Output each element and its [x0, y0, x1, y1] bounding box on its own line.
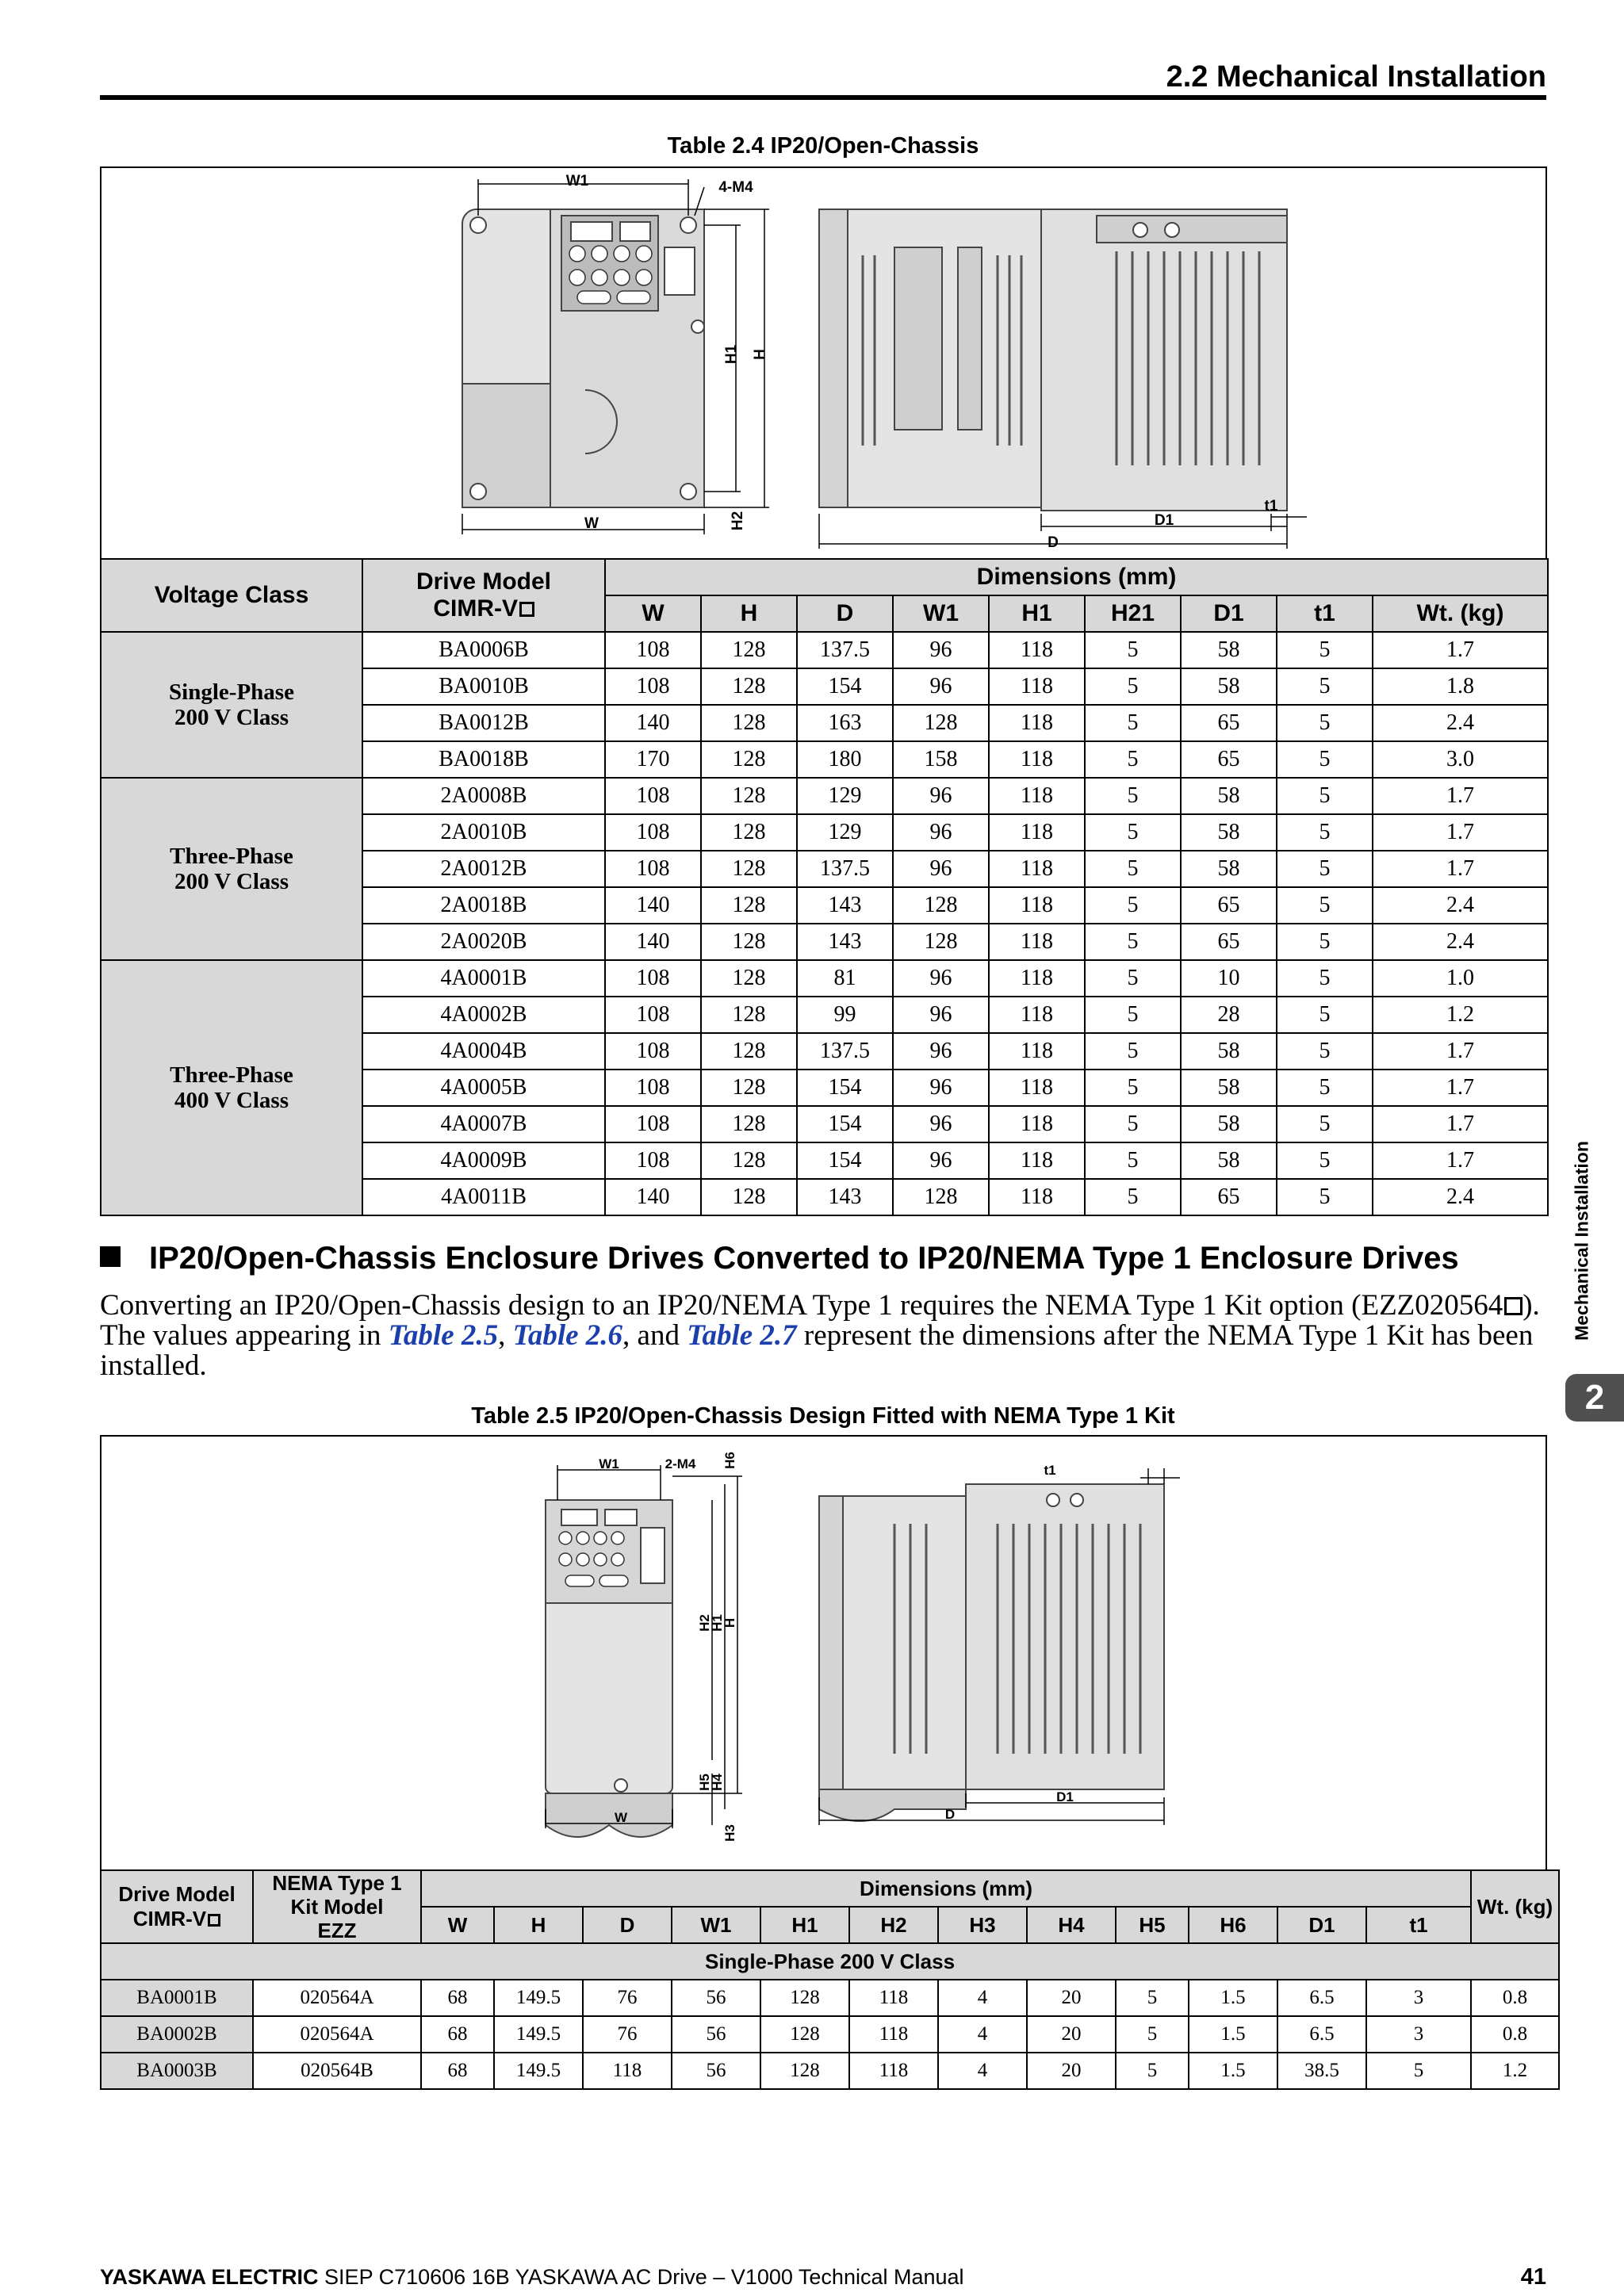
table-row	[101, 2053, 1559, 2089]
dimension-cell: 5	[1277, 997, 1373, 1033]
dimension-cell: 140	[605, 924, 701, 960]
nema-label-2-m4: 2-M4	[665, 1456, 696, 1471]
dimension-cell: 180	[797, 741, 893, 778]
dimension-cell: 96	[893, 851, 989, 887]
col-header: H1	[989, 595, 1085, 632]
dimension-cell: 5	[1277, 705, 1373, 741]
dimension-cell: 5	[1116, 1980, 1189, 2016]
nema-label-h2: H2	[697, 1614, 712, 1632]
dimension-cell: 96	[893, 668, 989, 705]
dimension-cell: 128	[701, 924, 797, 960]
dimension-cell: 108	[605, 1106, 701, 1142]
dimension-cell: 128	[701, 960, 797, 997]
dimension-cell: 128	[701, 705, 797, 741]
dimension-cell: 5	[1277, 1033, 1373, 1070]
dimension-cell: 143	[797, 924, 893, 960]
header-drive-model	[362, 559, 605, 632]
label-h: H	[752, 349, 768, 360]
nema-label-h5: H5	[697, 1774, 712, 1791]
nema-col-header: H3	[938, 1907, 1027, 1943]
nema-col-header: D1	[1277, 1907, 1366, 1943]
nema-label-d: D	[944, 1807, 956, 1822]
table-2-4-caption: Table 2.4 IP20/Open-Chassis	[667, 133, 979, 159]
dimension-cell: 3	[1366, 2016, 1471, 2053]
nema-label-w: W	[614, 1810, 628, 1825]
dimension-cell: 140	[605, 887, 701, 924]
label-4-m4: 4-M4	[718, 179, 753, 196]
nema-header-kit-model: NEMA Type 1 Kit Model EZZ	[253, 1870, 421, 1943]
group-row	[101, 1943, 1559, 1980]
dimension-cell: 1.2	[1471, 2053, 1559, 2089]
drive-model-cell: 2A0018B	[362, 887, 605, 924]
dimension-cell: 137.5	[797, 632, 893, 668]
dimension-cell: 1.5	[1189, 2053, 1277, 2089]
dimension-cell: 137.5	[797, 851, 893, 887]
dimension-cell: 0.8	[1471, 2016, 1559, 2053]
drive-model-cell: 2A0020B	[362, 924, 605, 960]
dimension-cell: 128	[893, 924, 989, 960]
col-header: t1	[1277, 595, 1373, 632]
dimension-cell: 65	[1181, 705, 1277, 741]
side-chapter-label: Mechanical Installation	[1571, 1141, 1592, 1341]
nema-col-header: W1	[672, 1907, 760, 1943]
section-heading: IP20/Open-Chassis Enclosure Drives Converted to IP20/NEMA Type 1 Enclosure Drives	[100, 1238, 1459, 1278]
dimension-cell: 118	[989, 1070, 1085, 1106]
nema-col-header: H2	[849, 1907, 938, 1943]
intro-paragraph: Converting an IP20/Open-Chassis design to an IP20/NEMA Type 1 requires the NEMA Type 1 Kit option (EZZ020564 ). The values appearing in Table 2.5, Table 2.6, and Table 2.7 represent the dimensions after the NEMA Type 1 Kit has been installed.	[100, 1289, 1540, 1382]
dimension-cell: 5	[1085, 1070, 1181, 1106]
table-row	[101, 778, 1548, 814]
dimension-cell: 118	[989, 668, 1085, 705]
dimension-cell: 2.4	[1373, 924, 1548, 960]
dimension-cell: 1.5	[1189, 2016, 1277, 2053]
drive-model-cell: 4A0001B	[362, 960, 605, 997]
dimension-cell: 5	[1085, 705, 1181, 741]
label-t1: t1	[1264, 498, 1278, 515]
dimension-cell: 6.5	[1277, 1980, 1366, 2016]
dimension-cell: 20	[1027, 1980, 1116, 2016]
nema-col-header: H	[494, 1907, 583, 1943]
voltage-class-cell: Three-Phase 400 V Class	[101, 960, 362, 1215]
dimension-cell: 128	[701, 1142, 797, 1179]
dimension-cell: 108	[605, 851, 701, 887]
dimension-cell: 2.4	[1373, 705, 1548, 741]
drive-model-cell: 2A0010B	[362, 814, 605, 851]
kit-model-cell: 020564A	[253, 1980, 421, 2016]
group-label: Single-Phase 200 V Class	[101, 1943, 1559, 1980]
nema-col-header: D	[583, 1907, 672, 1943]
dimension-cell: 5	[1085, 814, 1181, 851]
dimension-cell: 170	[605, 741, 701, 778]
dimension-cell: 5	[1116, 2016, 1189, 2053]
dimension-cell: 20	[1027, 2016, 1116, 2053]
dimension-cell: 5	[1366, 2053, 1471, 2089]
nema-col-header: H4	[1027, 1907, 1116, 1943]
link-table-2-6[interactable]: Table 2.6	[512, 1319, 623, 1352]
nema-label-h1: H1	[710, 1614, 725, 1632]
col-header: D	[797, 595, 893, 632]
table-row	[101, 632, 1548, 668]
dimension-cell: 96	[893, 778, 989, 814]
dimension-cell: 154	[797, 1106, 893, 1142]
dimension-cell: 108	[605, 997, 701, 1033]
side-view-dimension-lines	[819, 514, 1307, 549]
label-d1: D1	[1154, 512, 1174, 529]
dimension-cell: 108	[605, 814, 701, 851]
dimension-cell: 96	[893, 960, 989, 997]
dimension-cell: 154	[797, 1142, 893, 1179]
dimension-cell: 5	[1277, 851, 1373, 887]
dimension-cell: 154	[797, 668, 893, 705]
dimension-cell: 76	[583, 1980, 672, 2016]
dimension-cell: 5	[1085, 741, 1181, 778]
nema-label-h3: H3	[722, 1824, 737, 1842]
dimension-cell: 5	[1085, 668, 1181, 705]
dimension-cell: 128	[760, 1980, 849, 2016]
dimension-cell: 5	[1085, 1033, 1181, 1070]
dimension-cell: 58	[1181, 851, 1277, 887]
voltage-class-cell: Three-Phase 200 V Class	[101, 778, 362, 960]
figure-nema-type1-kit	[100, 1435, 1547, 1869]
page-number: 41	[1520, 2264, 1546, 2290]
dimension-cell: 5	[1085, 1106, 1181, 1142]
drive-model-cell: BA0018B	[362, 741, 605, 778]
col-header: W	[605, 595, 701, 632]
dimension-cell: 118	[989, 705, 1085, 741]
dimension-cell: 118	[989, 997, 1085, 1033]
dimension-cell: 140	[605, 1179, 701, 1215]
dimension-cell: 118	[989, 1106, 1085, 1142]
voltage-class-cell: Single-Phase 200 V Class	[101, 632, 362, 778]
dimension-cell: 149.5	[494, 1980, 583, 2016]
dimension-cell: 96	[893, 632, 989, 668]
dimension-cell: 108	[605, 668, 701, 705]
dimension-cell: 28	[1181, 997, 1277, 1033]
dimension-cell: 58	[1181, 1106, 1277, 1142]
dimension-cell: 2.4	[1373, 1179, 1548, 1215]
nema-header-drive-model: Drive Model CIMR-V	[101, 1870, 253, 1943]
dimension-cell: 118	[989, 960, 1085, 997]
table-row	[101, 2016, 1559, 2053]
header-rule	[100, 95, 1546, 100]
nema-col-header: H5	[1116, 1907, 1189, 1943]
dimension-cell: 108	[605, 1070, 701, 1106]
dimension-cell: 128	[760, 2016, 849, 2053]
dimension-cell: 5	[1277, 1070, 1373, 1106]
label-h1: H1	[723, 344, 740, 365]
dimension-cell: 128	[701, 1179, 797, 1215]
dimension-cell: 118	[989, 632, 1085, 668]
dimension-cell: 0.8	[1471, 1980, 1559, 2016]
dimension-cell: 140	[605, 705, 701, 741]
dimension-cell: 65	[1181, 1179, 1277, 1215]
dimension-cell: 5	[1085, 1179, 1181, 1215]
dimension-cell: 5	[1277, 814, 1373, 851]
dimension-cell: 5	[1277, 632, 1373, 668]
dimension-cell: 149.5	[494, 2016, 583, 2053]
dimension-cell: 68	[421, 2053, 494, 2089]
section-header: 2.2 Mechanical Installation	[1166, 60, 1546, 94]
dimension-cell: 5	[1277, 668, 1373, 705]
dimension-cell: 5	[1277, 1106, 1373, 1142]
header-dimensions: Dimensions (mm)	[605, 559, 1548, 595]
dimension-cell: 137.5	[797, 1033, 893, 1070]
dimension-cell: 1.0	[1373, 960, 1548, 997]
col-header: W1	[893, 595, 989, 632]
dimension-cell: 96	[893, 1106, 989, 1142]
dimension-cell: 5	[1277, 960, 1373, 997]
drive-model-cell: 4A0004B	[362, 1033, 605, 1070]
dimension-cell: 5	[1277, 1142, 1373, 1179]
dimension-cell: 56	[672, 2053, 760, 2089]
kit-model-cell: 020564B	[253, 2053, 421, 2089]
footer-brand: YASKAWA ELECTRIC	[100, 2265, 319, 2289]
dimension-cell: 96	[893, 997, 989, 1033]
dimension-cell: 96	[893, 1070, 989, 1106]
dimension-cell: 128	[893, 887, 989, 924]
dimension-cell: 118	[989, 814, 1085, 851]
label-w: W	[584, 515, 599, 532]
label-w1: W1	[565, 173, 589, 189]
dimension-cell: 4	[938, 1980, 1027, 2016]
drive-model-cell: BA0002B	[101, 2016, 253, 2053]
dimension-cell: 128	[701, 887, 797, 924]
dimension-cell: 1.7	[1373, 778, 1548, 814]
dimension-cell: 118	[989, 924, 1085, 960]
nema-label-w1: W1	[599, 1456, 619, 1471]
drive-model-cell: 4A0007B	[362, 1106, 605, 1142]
drive-model-cell: 4A0009B	[362, 1142, 605, 1179]
dimension-cell: 1.7	[1373, 1106, 1548, 1142]
footer-doc: SIEP C710606 16B YASKAWA AC Drive – V1000 Technical Manual	[318, 2265, 964, 2289]
dimension-cell: 1.8	[1373, 668, 1548, 705]
dimension-cell: 108	[605, 1033, 701, 1070]
dimension-cell: 5	[1085, 632, 1181, 668]
nema-label-h: H	[722, 1617, 737, 1628]
dimension-cell: 2.4	[1373, 887, 1548, 924]
dimension-cell: 5	[1085, 778, 1181, 814]
dimension-cell: 108	[605, 960, 701, 997]
dimension-cell: 128	[701, 632, 797, 668]
dimension-cell: 5	[1085, 960, 1181, 997]
dimension-cell: 163	[797, 705, 893, 741]
dimension-cell: 128	[701, 668, 797, 705]
dimension-cell: 56	[672, 2016, 760, 2053]
table-2-4	[100, 558, 1549, 1216]
dimension-cell: 68	[421, 1980, 494, 2016]
table-2-5	[100, 1869, 1560, 2090]
dimension-cell: 108	[605, 632, 701, 668]
dimension-cell: 76	[583, 2016, 672, 2053]
dimension-cell: 1.2	[1373, 997, 1548, 1033]
dimension-cell: 118	[583, 2053, 672, 2089]
dimension-cell: 118	[849, 2016, 938, 2053]
nema-col-header: t1	[1366, 1907, 1471, 1943]
table-2-5-caption: Table 2.5 IP20/Open-Chassis Design Fitted with NEMA Type 1 Kit	[471, 1403, 1175, 1429]
dimension-cell: 129	[797, 814, 893, 851]
dimension-cell: 158	[893, 741, 989, 778]
dimension-cell: 128	[701, 851, 797, 887]
dimension-cell: 5	[1277, 778, 1373, 814]
drive-model-cell: BA0001B	[101, 1980, 253, 2016]
header-voltage-class: Voltage Class	[101, 559, 362, 632]
nema-header-weight: Wt. (kg)	[1471, 1870, 1559, 1943]
nema-front-view-drawing	[546, 1500, 672, 1837]
drive-model-cell: 2A0012B	[362, 851, 605, 887]
footer	[100, 2264, 1546, 2290]
dimension-cell: 3.0	[1373, 741, 1548, 778]
dimension-cell: 58	[1181, 632, 1277, 668]
dimension-cell: 5	[1085, 1142, 1181, 1179]
side-view-drawing	[819, 209, 1287, 511]
dimension-cell: 5	[1277, 924, 1373, 960]
nema-label-t1: t1	[1044, 1463, 1056, 1478]
dimension-cell: 154	[797, 1070, 893, 1106]
dimension-cell: 4	[938, 2016, 1027, 2053]
dimension-cell: 5	[1116, 2053, 1189, 2089]
dimension-cell: 1.7	[1373, 851, 1548, 887]
table-row	[101, 960, 1548, 997]
dimension-cell: 118	[849, 1980, 938, 2016]
dimension-cell: 143	[797, 887, 893, 924]
dimension-cell: 81	[797, 960, 893, 997]
dimension-cell: 5	[1085, 851, 1181, 887]
dimension-cell: 118	[989, 778, 1085, 814]
drive-model-cell: 2A0008B	[362, 778, 605, 814]
drive-model-cell: 4A0011B	[362, 1179, 605, 1215]
dimension-cell: 118	[989, 887, 1085, 924]
dimension-cell: 1.7	[1373, 1142, 1548, 1179]
dimension-cell: 5	[1277, 887, 1373, 924]
dimension-cell: 5	[1277, 1179, 1373, 1215]
dimension-cell: 128	[701, 1033, 797, 1070]
col-header: H	[701, 595, 797, 632]
dimension-cell: 96	[893, 1142, 989, 1179]
dimension-cell: 128	[701, 1070, 797, 1106]
dimension-cell: 20	[1027, 2053, 1116, 2089]
dimension-cell: 58	[1181, 668, 1277, 705]
dimension-cell: 108	[605, 1142, 701, 1179]
heading-bullet-icon	[100, 1246, 121, 1267]
header-cimr-line: CIMR-V	[363, 595, 604, 622]
nema-col-header: W	[421, 1907, 494, 1943]
figure-ip20-open-chassis	[100, 166, 1547, 558]
link-table-2-5[interactable]: Table 2.5	[388, 1319, 499, 1352]
dimension-cell: 5	[1085, 887, 1181, 924]
table-row	[101, 1980, 1559, 2016]
dimension-cell: 128	[893, 705, 989, 741]
dimension-cell: 5	[1085, 997, 1181, 1033]
dimension-cell: 38.5	[1277, 2053, 1366, 2089]
dimension-cell: 1.7	[1373, 632, 1548, 668]
dimension-cell: 65	[1181, 887, 1277, 924]
dimension-cell: 108	[605, 778, 701, 814]
dimension-cell: 118	[989, 741, 1085, 778]
dimension-cell: 118	[989, 1033, 1085, 1070]
dimension-cell: 128	[701, 778, 797, 814]
link-table-2-7[interactable]: Table 2.7	[687, 1319, 797, 1352]
nema-label-h4: H4	[710, 1774, 725, 1791]
dimension-cell: 5	[1277, 741, 1373, 778]
drive-model-cell: BA0006B	[362, 632, 605, 668]
dimension-cell: 58	[1181, 778, 1277, 814]
col-header: Wt. (kg)	[1373, 595, 1548, 632]
dimension-cell: 1.5	[1189, 1980, 1277, 2016]
nema-side-view-drawing	[819, 1484, 1164, 1821]
drive-model-cell: 4A0002B	[362, 997, 605, 1033]
nema-label-h6: H6	[722, 1452, 737, 1469]
dimension-cell: 128	[701, 814, 797, 851]
header-drive-model-line1: Drive Model	[416, 568, 552, 595]
nema-header-dimensions: Dimensions (mm)	[421, 1870, 1471, 1907]
dimension-cell: 1.7	[1373, 1033, 1548, 1070]
dimension-cell: 128	[760, 2053, 849, 2089]
dimension-cell: 118	[989, 851, 1085, 887]
nema-col-header: H1	[760, 1907, 849, 1943]
dimension-cell: 128	[701, 1106, 797, 1142]
dimension-cell: 58	[1181, 814, 1277, 851]
drive-model-cell: 4A0005B	[362, 1070, 605, 1106]
dimension-cell: 128	[701, 997, 797, 1033]
dimension-cell: 128	[893, 1179, 989, 1215]
dimension-cell: 96	[893, 814, 989, 851]
dimension-cell: 118	[989, 1179, 1085, 1215]
dimension-cell: 58	[1181, 1142, 1277, 1179]
drive-model-cell: BA0010B	[362, 668, 605, 705]
dimension-cell: 3	[1366, 1980, 1471, 2016]
nema-label-d1: D1	[1056, 1789, 1074, 1804]
label-h2: H2	[730, 511, 746, 531]
dimension-cell: 143	[797, 1179, 893, 1215]
nema-col-header: H6	[1189, 1907, 1277, 1943]
dimension-cell: 65	[1181, 924, 1277, 960]
kit-model-cell: 020564A	[253, 2016, 421, 2053]
dimension-cell: 56	[672, 1980, 760, 2016]
label-d: D	[1048, 534, 1059, 551]
dimension-cell: 68	[421, 2016, 494, 2053]
dimension-cell: 58	[1181, 1033, 1277, 1070]
dimension-cell: 1.7	[1373, 1070, 1548, 1106]
dimension-cell: 129	[797, 778, 893, 814]
dimension-cell: 99	[797, 997, 893, 1033]
dimension-cell: 118	[989, 1142, 1085, 1179]
dimension-cell: 65	[1181, 741, 1277, 778]
dimension-cell: 128	[701, 741, 797, 778]
drive-model-cell: BA0012B	[362, 705, 605, 741]
dimension-cell: 1.7	[1373, 814, 1548, 851]
col-header: D1	[1181, 595, 1277, 632]
dimension-cell: 6.5	[1277, 2016, 1366, 2053]
dimension-cell: 118	[849, 2053, 938, 2089]
dimension-cell: 149.5	[494, 2053, 583, 2089]
dimension-cell: 10	[1181, 960, 1277, 997]
dimension-cell: 58	[1181, 1070, 1277, 1106]
col-header: H21	[1085, 595, 1181, 632]
dimension-cell: 5	[1085, 924, 1181, 960]
drive-model-cell: BA0003B	[101, 2053, 253, 2089]
dimension-cell: 96	[893, 1033, 989, 1070]
chapter-tab: 2	[1565, 1374, 1624, 1422]
dimension-cell: 4	[938, 2053, 1027, 2089]
